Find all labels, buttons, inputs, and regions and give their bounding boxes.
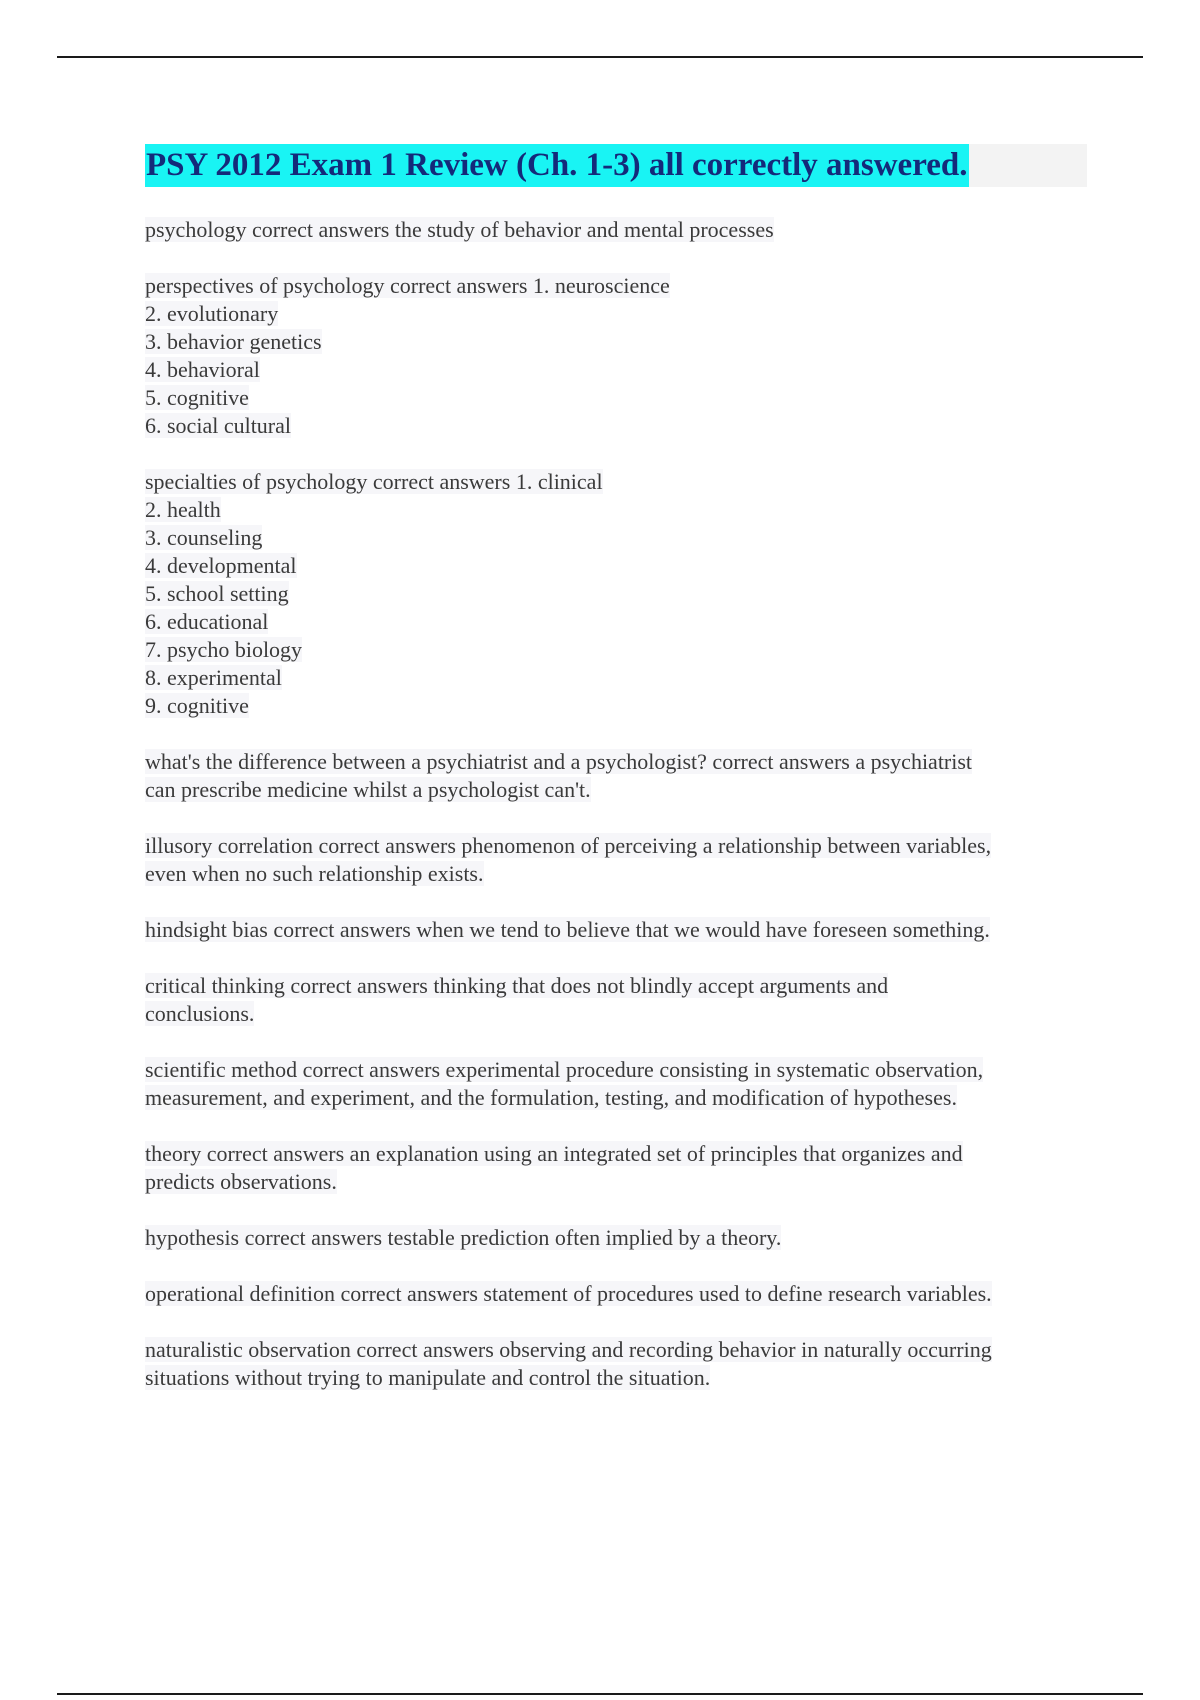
entry-text: critical thinking correct answers thinking that does not blindly accept arguments and xyxy=(145,973,889,998)
entry-text: scientific method correct answers experimental procedure consisting in systematic observation, xyxy=(145,1057,984,1082)
entry-text: conclusions. xyxy=(145,1001,255,1026)
document-title: PSY 2012 Exam 1 Review (Ch. 1-3) all correctly answered. xyxy=(145,144,969,187)
list-item: 9. cognitive xyxy=(145,693,249,718)
entry-scientific-method xyxy=(145,1056,1090,1112)
list-item: 7. psycho biology xyxy=(145,637,303,662)
entry-critical-thinking xyxy=(145,972,1090,1028)
entry-hindsight-bias xyxy=(145,916,1090,944)
entry-psychology xyxy=(145,216,1090,244)
entry-hypothesis xyxy=(145,1224,1090,1252)
entry-text: operational definition correct answers statement of procedures used to define research variables. xyxy=(145,1281,992,1306)
list-item: 5. school setting xyxy=(145,581,289,606)
entry-text: theory correct answers an explanation using an integrated set of principles that organizes and xyxy=(145,1141,963,1166)
list-item: 2. health xyxy=(145,497,221,522)
entry-specialties xyxy=(145,468,1090,720)
list-item: 8. experimental xyxy=(145,665,282,690)
entry-text: predicts observations. xyxy=(145,1169,337,1194)
bottom-rule xyxy=(57,1693,1143,1695)
entry-psychiatrist-vs-psychologist xyxy=(145,748,1090,804)
entry-text: hypothesis correct answers testable prediction often implied by a theory. xyxy=(145,1225,782,1250)
document-body xyxy=(145,144,1090,1420)
list-item: 3. behavior genetics xyxy=(145,329,322,354)
entry-perspectives xyxy=(145,272,1090,440)
entry-text: specialties of psychology correct answers 1. clinical xyxy=(145,469,603,494)
entry-operational-definition xyxy=(145,1280,1090,1308)
entry-text: situations without trying to manipulate and control the situation. xyxy=(145,1365,711,1390)
list-item: 5. cognitive xyxy=(145,385,249,410)
list-item: 3. counseling xyxy=(145,525,263,550)
entry-text: hindsight bias correct answers when we tend to believe that we would have foreseen something. xyxy=(145,917,990,942)
entry-text: measurement, and experiment, and the formulation, testing, and modification of hypotheses. xyxy=(145,1085,957,1110)
entry-theory xyxy=(145,1140,1090,1196)
entry-text: illusory correlation correct answers phenomenon of perceiving a relationship between variables, xyxy=(145,833,992,858)
list-item: 4. behavioral xyxy=(145,357,260,382)
entry-naturalistic-observation xyxy=(145,1336,1090,1392)
entry-text: psychology correct answers the study of behavior and mental processes xyxy=(145,217,774,242)
entry-text: can prescribe medicine whilst a psychologist can't. xyxy=(145,777,591,802)
list-item: 2. evolutionary xyxy=(145,301,279,326)
entry-text: even when no such relationship exists. xyxy=(145,861,484,886)
list-item: 6. social cultural xyxy=(145,413,292,438)
entry-text: naturalistic observation correct answers observing and recording behavior in naturally occurring xyxy=(145,1337,992,1362)
title-bar xyxy=(145,144,1087,187)
top-rule xyxy=(57,56,1143,58)
entry-text: what's the difference between a psychiatrist and a psychologist? correct answers a psychiatrist xyxy=(145,749,973,774)
list-item: 6. educational xyxy=(145,609,269,634)
entry-text: perspectives of psychology correct answers 1. neuroscience xyxy=(145,273,670,298)
list-item: 4. developmental xyxy=(145,553,297,578)
entry-illusory-correlation xyxy=(145,832,1090,888)
